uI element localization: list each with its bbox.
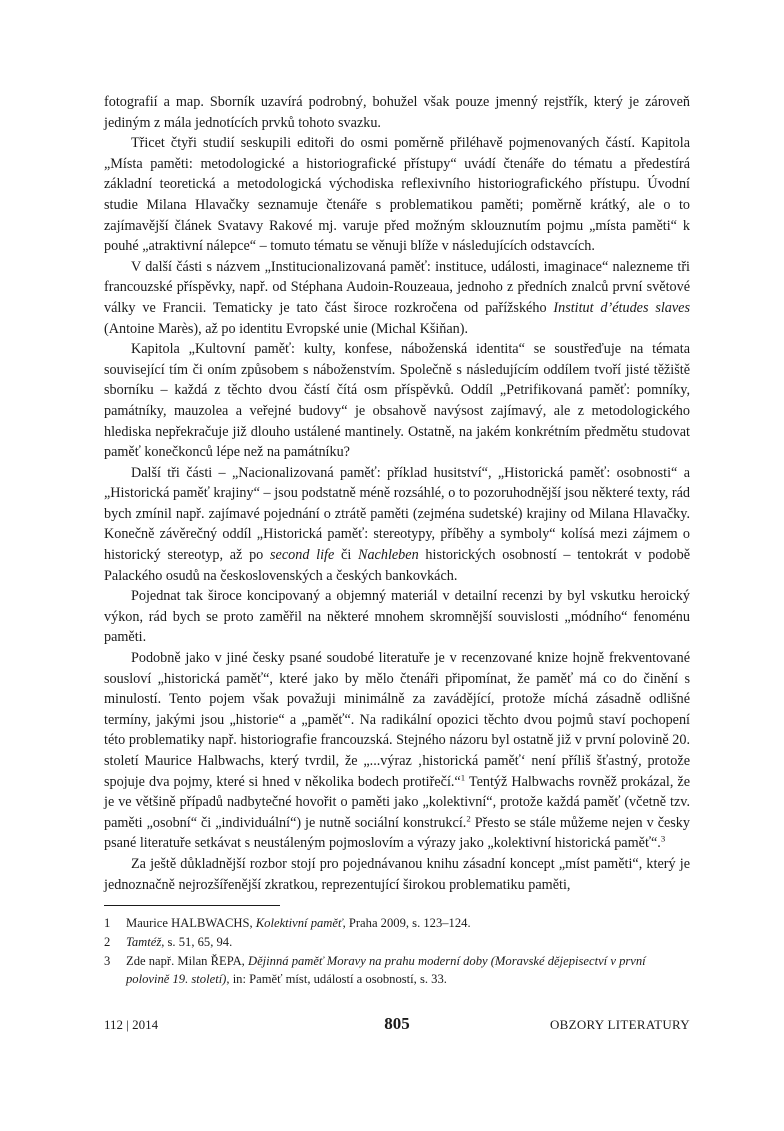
footnote-1 [104,914,690,933]
paragraph-5-italic-1: second life [270,547,335,564]
footnote-text [126,952,690,990]
footnote-text-post: , Praha 2009, s. 123–124. [342,916,471,930]
page-number: 805 [384,1014,410,1033]
paragraph-7-text-c: Přesto se stále můžeme nejen v česky psané literatuře setkávat s neustáleným pojmoslovím a výrazy jako „kolektivní historická paměť“. [104,814,690,852]
paragraph-7 [104,648,690,854]
footnote-ref-1[interactable]: 1 [460,771,466,782]
footnote-text-pre: Zde např. Milan ŘEPA, [126,953,248,968]
footnote-3 [104,952,690,990]
footnotes [104,914,690,989]
footnote-title: Dějinná paměť Moravy na prahu moderní doby (Moravské dějepisectví v první polovině 19. století) [126,953,646,987]
footnote-text [126,914,690,933]
paragraph-3-italic: Institut d’études slaves [553,299,690,316]
paragraph-5-text-b: historických osobností – tentokrát v podobě Palackého osudů na československých a českých bankovkách. [104,547,690,584]
journal-title: OBZORY LITERATURY [549,1017,690,1032]
footnote-title: Tamtéž [126,934,162,949]
paragraph-3-text-b: (Antoine Marès), až po identitu Evropské unie (Michal Kšiňan). [104,320,469,337]
paragraph-7-text-a: Podobně jako v jiné česky psané soudobé literatuře je v recenzované knize hojně frekventované sousloví „historická paměť“, které jako by mělo čtenáři připomínat, že paměť má co do činění s minulostí. Tento pojem však považuji minimálně za zavádějící, protože míchá zásadně odlišné termíny, jakými jsou „historie“ a „paměť“. Na radikální opozici těchto dvou pojmů staví pochopení této problematiky např. historiografie francouzská. Stejného názoru byl ostatně již v první polovině 20. století Maurice Halbwachs, který tvrdil, že „...výraz ‚historická paměť‘ není příliš šťastný, protože spojuje dva pojmy, které si hned v několika bodech protiřečí.“ [104,650,690,790]
paragraph-3 [104,257,690,339]
issue-label: 112 | 2014 [104,1017,159,1032]
paragraph-5-text-a: Další tři části – „Nacionalizovaná paměť: příklad husitství“, „Historická paměť: osobnosti“ a „Historická paměť krajiny“ – jsou podstatně méně rozsáhlé, o to pozoruhodnější jsou některé texty, rád bych zmínil např. zajímavé pojednání o ztrátě paměti (zejména sudetské) krajiny od Milana Hlavačky. Konečně závěrečný oddíl „Historická paměť: stereotypy, příběhy a symboly“ kolísá mezi zájmem o historický stereotyp, až po [104,464,690,564]
footnote-text-post: , in: Paměť míst, událostí a osobností, s. 33. [226,972,447,987]
footnote-text-pre: Maurice HALBWACHS, [126,916,256,930]
footnote-title: Kolektivní paměť [255,916,343,930]
paragraph-5-italic-2: Nachleben [358,547,419,564]
footnote-text-post: , s. 51, 65, 94. [161,934,233,949]
footnote-number: 1 [104,916,111,930]
paragraph-7-text-b: Tentýž Halbwachs rovněž prokázal, že je ve většině případů nadbytečné hovořit o paměti jako „kolektivní“, protože každá paměť (včetně tzv. paměti „osobní“ či „individuální“) je nutně sociální konstrukcí. [104,773,690,831]
paragraph-6: Pojednat tak široce koncipovaný a objemný materiál v detailní recenzi by byl vskutku heroický výkon, rád bych se proto zaměřil na některé mnohem skromnější souvislosti „módního“ fenoménu paměti. [104,588,690,646]
paragraph-2: Třicet čtyři studií seskupili editoři do osmi poměrně přiléhavě pojmenovaných částí. Kapitola „Místa paměti: metodologické a historiografické přístupy“ uvádí čtenáře do tématu a předestírá základní teoretická a metodologická východiska reflexivního historiografického přístupu. Úvodní studie Milana Hlavačky seznamuje čtenáře s problematikou paměti; poměrně krátký, ale o to zajímavější článek Svatavy Rakové mj. varuje před možným sklouznutím pojmu „místa paměti“ k pouhé „atraktivní nálepce“ – tomuto tématu se věnuji blíže v následujících odstavcích. [104,135,690,255]
footnote-ref-2[interactable]: 2 [466,813,471,824]
paragraph-4: Kapitola „Kultovní paměť: kulty, konfese, náboženská identita“ se soustřeďuje na témata související tím či oním způsobem s náboženstvím. Společně s následujícím oddílem tvoří jisté těžiště sborníku – každá z těchto dvou částí čítá osm příspěvků. Oddíl „Petrifikovaná paměť: pomníky, památníky, mauzolea a veřejné budovy“ je obsahově navýsost zajímavý, ale z metodologického hlediska nepřekračuje již dlouho ustálené mantinely. Ostatně, na jakém konkrétním předmětu studovat paměť konečkonců lépe než na památníku? [104,341,690,461]
footnote-ref-3[interactable]: 3 [660,833,666,844]
footnote-divider [104,905,280,906]
footnote-2 [104,933,690,952]
paragraph-1: fotografií a map. Sborník uzavírá podrobný, bohužel však pouze jmenný rejstřík, který je zároveň jediným z mála jednotících prvků tohoto svazku. [104,94,690,131]
footnote-number: 2 [104,934,111,949]
paragraph-5 [104,463,690,587]
footnote-number: 3 [104,953,111,968]
article-body [104,92,690,895]
footnote-text [126,933,690,952]
paragraph-5-text-m: či [334,547,358,564]
paragraph-3-text-a: V další části s názvem „Institucionalizovaná paměť: instituce, události, imaginace“ nalezneme tři francouzské příspěvky, např. od Stéphana Audoin-Rouzeaua, jednoho z předních znalců první světové války ve Francii. Tematicky je tato část široce rozkročena od pařížského [104,258,690,316]
paragraph-8: Za ještě důkladnější rozbor stojí pro pojednávanou knihu zásadní koncept „míst paměti“, který je jednoznačně nejrozšířenější zkratkou, reprezentující širokou problematiku paměti, [104,855,690,893]
page-footer [104,1014,690,1038]
